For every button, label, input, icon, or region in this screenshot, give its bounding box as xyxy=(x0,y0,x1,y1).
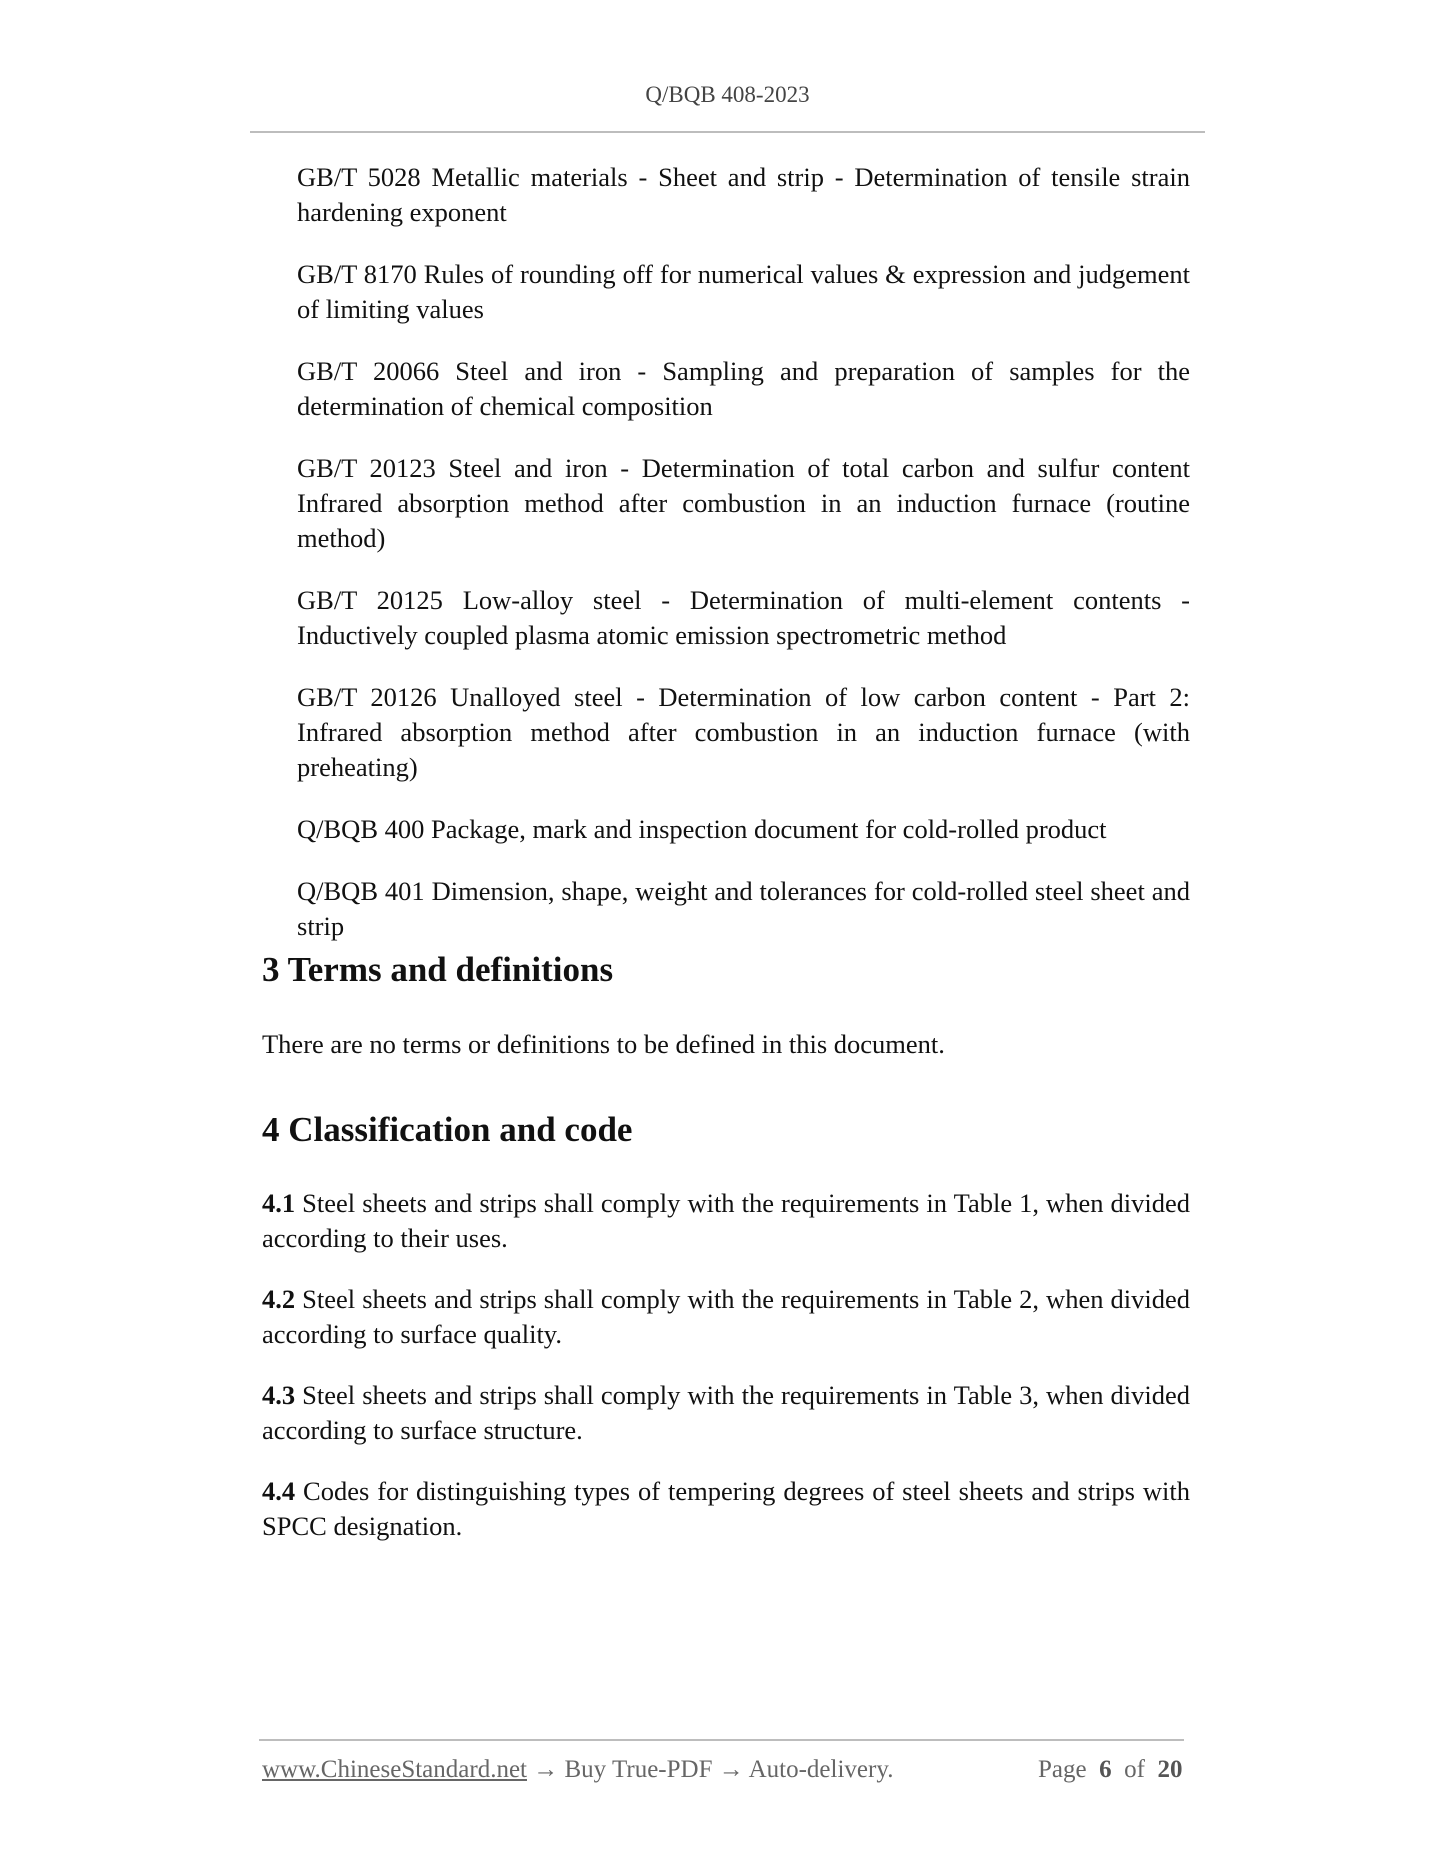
clause-number: 4.1 xyxy=(262,1188,296,1218)
current-page: 6 xyxy=(1099,1756,1112,1783)
page-number xyxy=(1038,1756,1182,1784)
reference-item: GB/T 20125 Low-alloy steel - Determination of multi-element contents - Inductively coupled plasma atomic emission spectrometric method xyxy=(297,585,1190,650)
buy-pdf-text: Buy True-PDF xyxy=(564,1756,713,1783)
of-label: of xyxy=(1124,1756,1145,1783)
reference-item: GB/T 5028 Metallic materials - Sheet and strip - Determination of tensile strain hardening exponent xyxy=(297,162,1190,227)
clause-4-3 xyxy=(262,1378,1190,1448)
total-pages: 20 xyxy=(1157,1756,1183,1783)
section-3-heading: 3 Terms and definitions xyxy=(262,950,614,989)
clause-text: Steel sheets and strips shall comply with the requirements in Table 3, when divided according to surface structure. xyxy=(262,1380,1190,1445)
clause-text: Steel sheets and strips shall comply with the requirements in Table 2, when divided according to surface quality. xyxy=(262,1284,1190,1349)
footer-promo xyxy=(262,1756,893,1784)
clause-number: 4.3 xyxy=(262,1380,296,1410)
reference-item: Q/BQB 401 Dimension, shape, weight and tolerances for cold-rolled steel sheet and strip xyxy=(297,876,1190,941)
clause-number: 4.4 xyxy=(262,1476,296,1506)
arrow-right-icon: → xyxy=(718,1756,744,1783)
website-link[interactable]: www.ChineseStandard.net xyxy=(262,1756,527,1783)
page-label: Page xyxy=(1038,1756,1087,1783)
clause-4-1 xyxy=(262,1186,1190,1256)
footer-divider xyxy=(259,1739,1184,1741)
document-code-header: Q/BQB 408-2023 xyxy=(645,82,810,107)
clause-text: Steel sheets and strips shall comply with the requirements in Table 1, when divided according to their uses. xyxy=(262,1188,1190,1253)
clause-4-2 xyxy=(262,1282,1190,1352)
auto-delivery-text: Auto-delivery. xyxy=(748,1756,894,1783)
clause-text: Codes for distinguishing types of tempering degrees of steel sheets and strips with SPCC designation. xyxy=(262,1476,1190,1541)
clause-number: 4.2 xyxy=(262,1284,296,1314)
header-divider xyxy=(250,131,1205,133)
section-4-heading: 4 Classification and code xyxy=(262,1110,633,1149)
reference-item: GB/T 8170 Rules of rounding off for numerical values & expression and judgement of limiting values xyxy=(297,259,1190,324)
reference-item: GB/T 20126 Unalloyed steel - Determination of low carbon content - Part 2: Infrared absorption method after combustion in an induction furnace (with preheating) xyxy=(297,682,1190,782)
reference-item: GB/T 20123 Steel and iron - Determination of total carbon and sulfur content Infrared absorption method after combustion in an induction furnace (routine method) xyxy=(297,453,1190,553)
arrow-right-icon: → xyxy=(533,1756,559,1783)
normative-references-list xyxy=(297,160,1190,971)
reference-item: GB/T 20066 Steel and iron - Sampling and preparation of samples for the determination of chemical composition xyxy=(297,356,1190,421)
section-3-text: There are no terms or definitions to be defined in this document. xyxy=(262,1029,945,1059)
reference-item: Q/BQB 400 Package, mark and inspection document for cold-rolled product xyxy=(297,814,1107,844)
clause-4-4 xyxy=(262,1474,1190,1544)
